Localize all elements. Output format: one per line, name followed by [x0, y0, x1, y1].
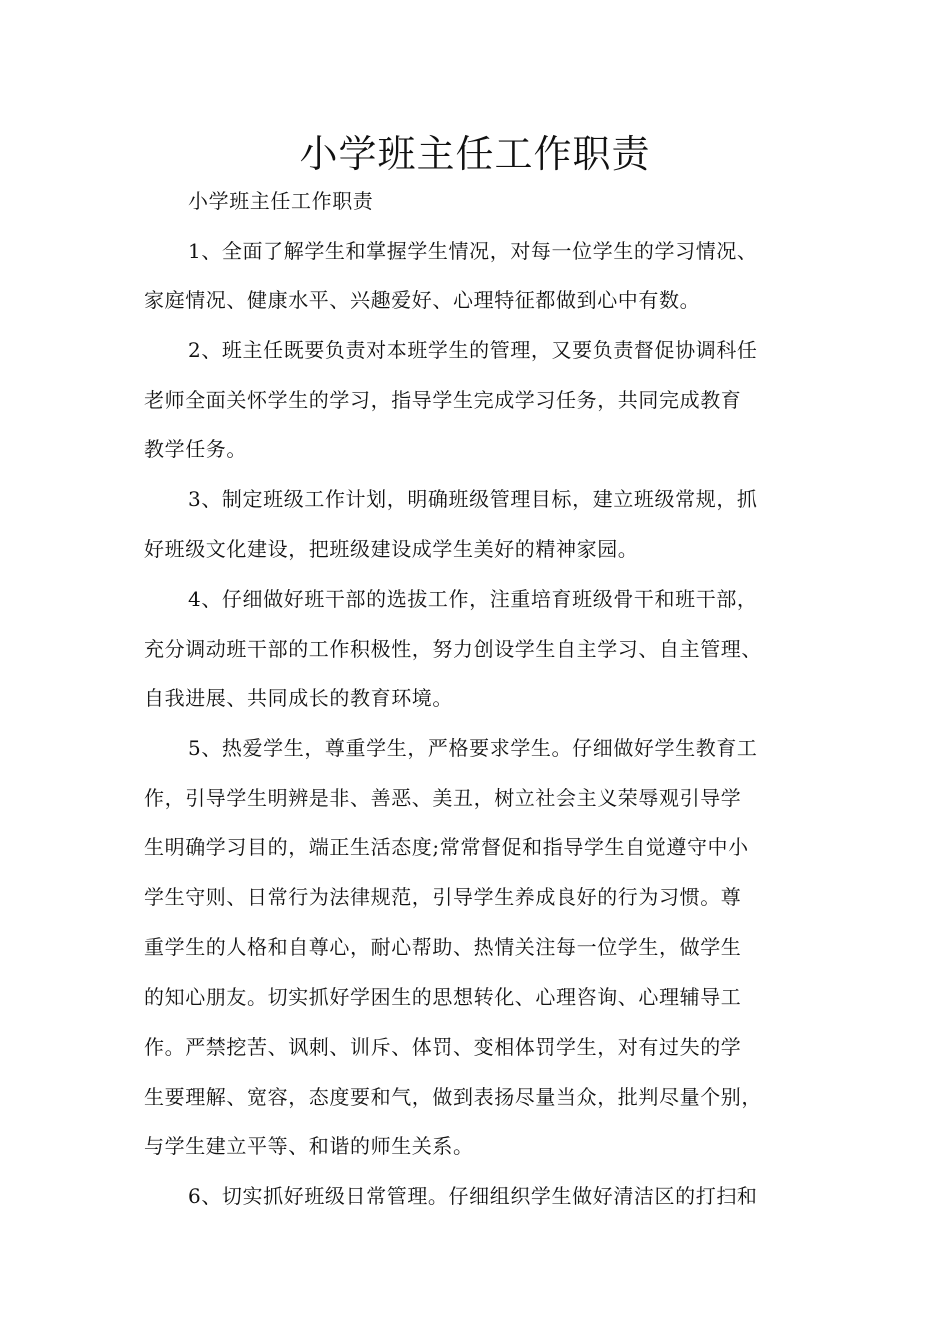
- paragraph-line: 自我进展、共同成长的教育环境。: [144, 686, 453, 710]
- document-title: 小学班主任工作职责: [299, 132, 651, 176]
- paragraph-line: 重学生的人格和自尊心，耐心帮助、热情关注每一位学生，做学生: [144, 935, 742, 959]
- paragraph-line: 4、仔细做好班干部的选拔工作，注重培育班级骨干和班干部，: [188, 587, 758, 611]
- paragraph-line: 学生守则、日常行为法律规范，引导学生养成良好的行为习惯。尊: [144, 885, 742, 909]
- paragraph-line: 作，引导学生明辨是非、善恶、美丑，树立社会主义荣辱观引导学: [144, 786, 742, 810]
- paragraph-line: 6、切实抓好班级日常管理。仔细组织学生做好清洁区的打扫和: [188, 1184, 758, 1208]
- paragraph-line: 1、全面了解学生和掌握学生情况，对每一位学生的学习情况、: [188, 239, 758, 263]
- document-subtitle: 小学班主任工作职责: [188, 189, 374, 213]
- paragraph-line: 作。严禁挖苦、讽刺、训斥、体罚、变相体罚学生，对有过失的学: [144, 1035, 742, 1059]
- paragraph-line: 家庭情况、健康水平、兴趣爱好、心理特征都做到心中有数。: [144, 288, 701, 312]
- paragraph-line: 的知心朋友。切实抓好学困生的思想转化、心理咨询、心理辅导工: [144, 985, 742, 1009]
- paragraph-line: 5、热爱学生，尊重学生，严格要求学生。仔细做好学生教育工: [188, 736, 758, 760]
- paragraph-line: 好班级文化建设，把班级建设成学生美好的精神家园。: [144, 537, 639, 561]
- paragraph-line: 老师全面关怀学生的学习，指导学生完成学习任务，共同完成教育: [144, 388, 742, 412]
- paragraph-line: 教学任务。: [144, 437, 247, 461]
- paragraph-line: 生明确学习目的，端正生活态度;常常督促和指导学生自觉遵守中小: [144, 835, 749, 859]
- paragraph-line: 充分调动班干部的工作积极性，努力创设学生自主学习、自主管理、: [144, 637, 762, 661]
- paragraph-line: 3、制定班级工作计划，明确班级管理目标，建立班级常规，抓: [188, 487, 758, 511]
- paragraph-line: 与学生建立平等、和谐的师生关系。: [144, 1134, 474, 1158]
- paragraph-line: 2、班主任既要负责对本班学生的管理，又要负责督促协调科任: [188, 338, 758, 362]
- paragraph-line: 生要理解、宽容，态度要和气，做到表扬尽量当众，批判尽量个别，: [144, 1085, 762, 1109]
